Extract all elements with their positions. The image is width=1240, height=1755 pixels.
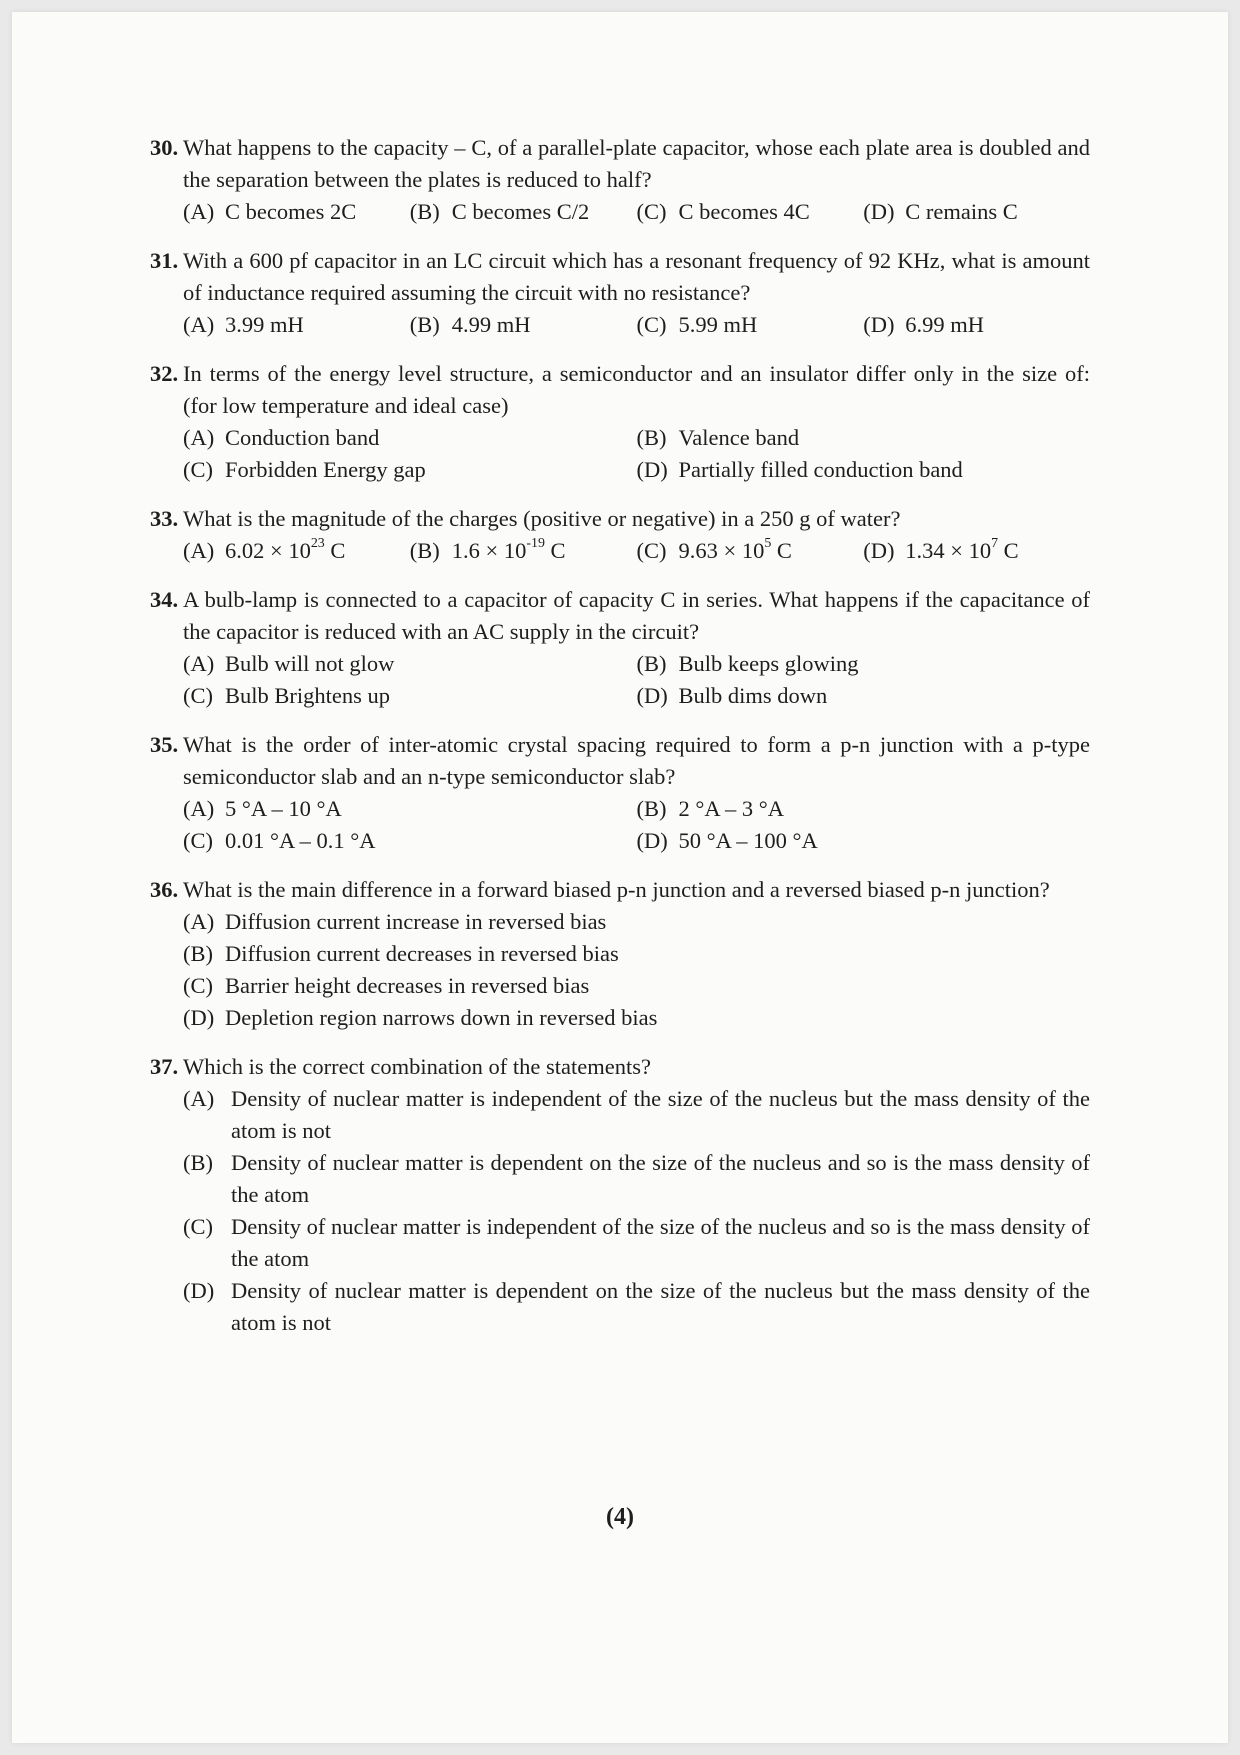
option-label: (B) [636,796,667,821]
option-mantissa: 6.02 × 10 [225,538,311,563]
option-b [183,1147,1090,1211]
options [183,535,1090,567]
option-label: (A) [183,1086,215,1111]
option-b [410,535,637,567]
options [183,422,1090,486]
option-text: C becomes C/2 [451,199,590,224]
option-text: C remains C [905,199,1018,224]
option-text: Density of nuclear matter is dependent on the size of the nucleus but the mass density of the atom is not [231,1278,1090,1335]
question-35 [150,729,1090,857]
option-a [183,648,637,680]
options [183,793,1090,857]
option-b [637,648,1091,680]
option-label: (A) [183,651,215,676]
option-c [637,535,864,567]
option-c [637,309,864,341]
option-text: Partially filled conduction band [678,457,963,482]
option-label: (A) [183,312,215,337]
option-d [863,196,1090,228]
question-number: 32. [150,361,179,386]
question-34 [150,584,1090,712]
option-b [410,309,637,341]
question-32 [150,358,1090,486]
question-number: 31. [150,248,179,273]
question-31 [150,245,1090,341]
question-number: 33. [150,506,179,531]
option-label: (A) [183,909,215,934]
option-text: Depletion region narrows down in reversed bias [225,1005,658,1030]
question-37 [150,1051,1090,1339]
option-unit: C [544,538,566,563]
option-unit: C [998,538,1019,563]
option-text: 2 °A – 3 °A [678,796,785,821]
option-label: (C) [183,1214,213,1239]
option-a [183,906,1090,938]
option-label: (B) [636,425,667,450]
option-label: (C) [183,973,213,998]
option-text: Bulb Brightens up [225,683,391,708]
option-label: (A) [183,538,215,563]
option-label: (A) [183,796,215,821]
option-label: (D) [636,683,668,708]
option-label: (C) [636,538,667,563]
option-c [637,196,864,228]
option-text: Density of nuclear matter is dependent on the size of the nucleus and so is the mass density of the atom [231,1150,1090,1207]
option-a [183,309,410,341]
option-text: C becomes 4C [678,199,810,224]
option-text: Diffusion current increase in reversed bias [225,909,607,934]
option-d [637,825,1091,857]
option-b [410,196,637,228]
option-text: Bulb dims down [678,683,828,708]
option-text: Bulb will not glow [225,651,395,676]
question-text: With a 600 pf capacitor in an LC circuit which has a resonant frequency of 92 KHz, what is amount of inductance required assuming the circuit with no resistance? [183,248,1090,305]
option-label: (B) [636,651,667,676]
question-number: 30. [150,135,179,160]
option-d [637,680,1091,712]
question-text: What is the main difference in a forward biased p-n junction and a reversed biased p-n junction? [183,877,1050,902]
option-c [183,1211,1090,1275]
option-text: Forbidden Energy gap [225,457,426,482]
option-text: 0.01 °A – 0.1 °A [225,828,376,853]
option-mantissa: 9.63 × 10 [678,538,765,563]
question-text: What is the magnitude of the charges (positive or negative) in a 250 g of water? [183,506,901,531]
option-c [183,454,637,486]
option-label: (D) [863,199,895,224]
option-a [183,1083,1090,1147]
option-a [183,535,410,567]
question-text: A bulb-lamp is connected to a capacitor of capacity C in series. What happens if the capacitance of the capacitor is reduced with an AC supply in the circuit? [183,587,1090,644]
options [183,906,1090,1034]
option-label: (B) [183,941,213,966]
option-label: (B) [409,312,440,337]
option-a [183,196,410,228]
option-text: 5 °A – 10 °A [225,796,342,821]
option-c [183,970,1090,1002]
option-unit: C [324,538,346,563]
option-label: (B) [409,538,440,563]
option-text: 5.99 mH [678,312,758,337]
option-label: (C) [183,457,213,482]
question-list [150,132,1090,1356]
option-d [863,309,1090,341]
option-exponent: -19 [526,535,545,551]
option-mantissa: 1.6 × 10 [451,538,527,563]
option-text: Barrier height decreases in reversed bias [225,973,590,998]
option-c [183,825,637,857]
question-30 [150,132,1090,228]
question-number: 36. [150,877,179,902]
option-b [183,938,1090,970]
question-number: 35. [150,732,179,757]
question-text: What happens to the capacity – C, of a parallel-plate capacitor, whose each plate area is doubled and the separation between the plates is reduced to half? [183,135,1090,192]
option-label: (C) [636,199,667,224]
exam-page [12,12,1228,1743]
option-b [637,793,1091,825]
option-text: C becomes 2C [225,199,357,224]
options [183,309,1090,341]
question-number: 37. [150,1054,179,1079]
option-d [637,454,1091,486]
option-d [183,1275,1090,1339]
option-exponent: 7 [991,535,999,551]
question-36 [150,874,1090,1034]
option-d [863,535,1090,567]
option-label: (D) [183,1005,215,1030]
question-text: What is the order of inter-atomic crystal spacing required to form a p-n junction with a p-type semiconductor slab and an n-type semiconductor slab? [183,732,1090,789]
option-b [637,422,1091,454]
question-number: 34. [150,587,179,612]
option-label: (C) [183,828,213,853]
option-text: 6.99 mH [905,312,984,337]
option-label: (D) [863,312,895,337]
option-text: Bulb keeps glowing [678,651,859,676]
option-label: (D) [636,457,668,482]
option-text: 3.99 mH [225,312,304,337]
option-text: 50 °A – 100 °A [678,828,818,853]
option-exponent: 23 [310,535,325,551]
option-label: (D) [636,828,668,853]
option-text: Conduction band [225,425,380,450]
option-label: (A) [183,425,215,450]
option-label: (C) [636,312,667,337]
option-text: Diffusion current decreases in reversed bias [225,941,619,966]
option-c [183,680,637,712]
options [183,648,1090,712]
question-33 [150,503,1090,567]
option-label: (D) [863,538,895,563]
question-text: Which is the correct combination of the statements? [183,1054,651,1079]
option-d [183,1002,1090,1034]
option-text: Density of nuclear matter is independent of the size of the nucleus but the mass density of the atom is not [231,1086,1090,1143]
option-label: (A) [183,199,215,224]
option-label: (D) [183,1278,215,1303]
option-text: 4.99 mH [451,312,531,337]
page-number: (4) [606,1504,634,1530]
option-unit: C [771,538,792,563]
options [183,1083,1090,1339]
options [183,196,1090,228]
option-a [183,793,637,825]
option-text: Density of nuclear matter is independent of the size of the nucleus and so is the mass density of the atom [231,1214,1090,1271]
option-exponent: 5 [764,535,772,551]
question-text: In terms of the energy level structure, a semiconductor and an insulator differ only in the size of: (for low temperature and ideal case) [183,361,1090,418]
option-mantissa: 1.34 × 10 [905,538,992,563]
option-label: (B) [183,1150,213,1175]
option-label: (C) [183,683,213,708]
option-text: Valence band [678,425,800,450]
option-label: (B) [409,199,440,224]
option-a [183,422,637,454]
